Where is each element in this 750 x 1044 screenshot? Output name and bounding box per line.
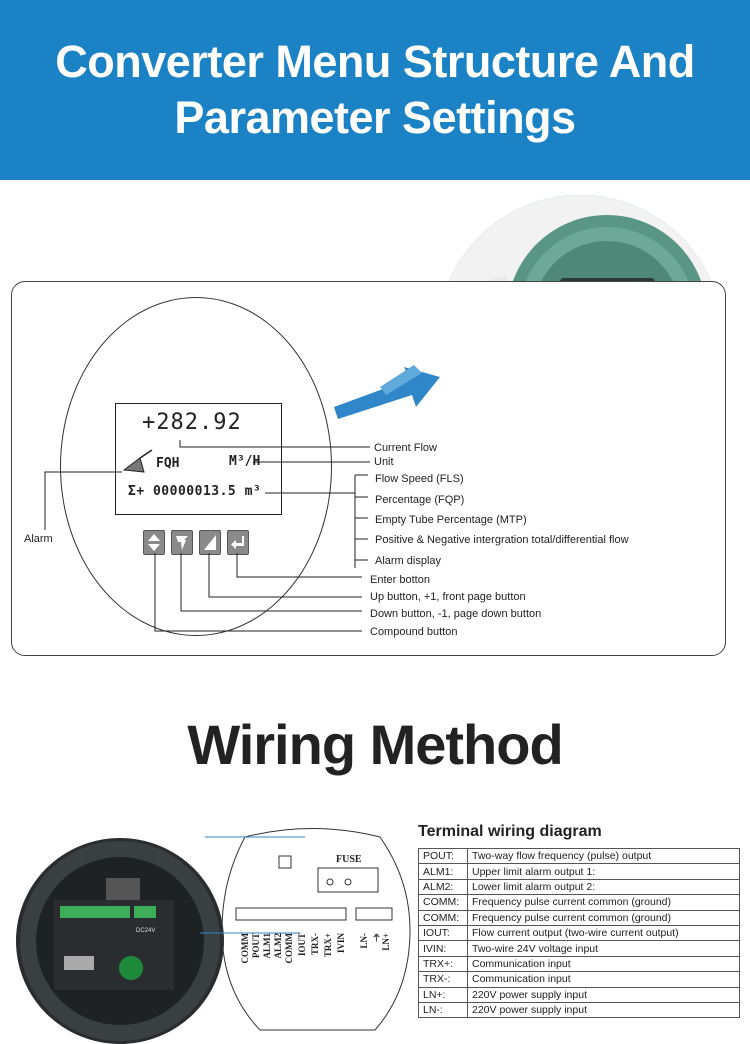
current-flow-label: Current Flow: [374, 442, 437, 454]
terminal-trx-minus: TRX-: [310, 933, 320, 955]
terminal-code: LN+:: [419, 987, 468, 1002]
table-row: [419, 925, 740, 940]
table-row: [419, 910, 740, 925]
terminal-description: Frequency pulse current common (ground): [468, 895, 740, 910]
table-row: [419, 864, 740, 879]
terminal-code: POUT:: [419, 849, 468, 864]
terminal-comm-2: COMM: [284, 933, 294, 964]
table-row: [419, 941, 740, 956]
terminal-description: Two-way flow frequency (pulse) output: [468, 849, 740, 864]
terminal-description: Lower limit alarm output 2:: [468, 879, 740, 894]
terminal-iout: IOUT: [297, 933, 307, 957]
terminal-table: [418, 848, 740, 1018]
terminal-code: ALM1:: [419, 864, 468, 879]
terminal-pout: POUT: [251, 933, 261, 959]
unit-label: Unit: [374, 456, 394, 468]
down-button-label: Down button, -1, page down button: [370, 608, 542, 620]
terminal-comm-1: COMM: [240, 933, 250, 964]
wiring-method-title: Wiring Method: [187, 713, 563, 776]
terminal-description: Upper limit alarm output 1:: [468, 864, 740, 879]
terminal-code: COMM:: [419, 895, 468, 910]
empty-tube-label: Empty Tube Percentage (MTP): [375, 514, 527, 526]
terminal-code: TRX-:: [419, 972, 468, 987]
terminal-description: Communication input: [468, 972, 740, 987]
table-row: [419, 956, 740, 971]
table-row: [419, 895, 740, 910]
terminal-ivin: IVIN: [336, 933, 346, 954]
terminal-alm2: ALM2: [273, 933, 283, 959]
terminal-description: Communication input: [468, 956, 740, 971]
terminal-trx-plus: TRX+: [323, 933, 333, 958]
terminal-code: IVIN:: [419, 941, 468, 956]
terminal-code: COMM:: [419, 910, 468, 925]
terminal-code: LN-:: [419, 1002, 468, 1017]
integration-label: Positive & Negative intergration total/differential flow: [375, 534, 629, 546]
banner-title-line1: Converter Menu Structure And: [55, 36, 695, 87]
alarm-label: Alarm: [24, 533, 53, 545]
percentage-label: Percentage (FQP): [375, 494, 465, 506]
terminal-description: Frequency pulse current common (ground): [468, 910, 740, 925]
flow-speed-label: Flow Speed (FLS): [375, 473, 464, 485]
table-row: [419, 849, 740, 864]
table-row: [419, 879, 740, 894]
banner-title-line2: Parameter Settings: [174, 92, 576, 143]
ground-icon: ⏚: [372, 933, 382, 942]
table-row: [419, 1002, 740, 1017]
terminal-diagram: [0, 820, 418, 1044]
current-flow-value: +282.92: [142, 410, 242, 435]
table-row: [419, 972, 740, 987]
table-row: [419, 987, 740, 1002]
board-voltage-label: DC24V: [136, 928, 156, 934]
alarm-display-label: Alarm display: [375, 555, 442, 567]
terminal-code: IOUT:: [419, 925, 468, 940]
flow-code: FQH: [156, 456, 180, 471]
terminal-description: Flow current output (two-wire current output): [468, 925, 740, 940]
terminal-ln-minus: LN-: [359, 933, 369, 949]
terminal-diagram-title: Terminal wiring diagram: [418, 823, 602, 840]
terminal-description: 220V power supply input: [468, 987, 740, 1002]
terminal-ln-plus: LN+: [381, 933, 391, 951]
up-button-label: Up button, +1, front page button: [370, 591, 526, 603]
terminal-code: TRX+:: [419, 956, 468, 971]
total-flow: Σ+ 00000013.5 m³: [128, 484, 262, 499]
terminal-code: ALM2:: [419, 879, 468, 894]
enter-button-label: Enter botton: [370, 574, 430, 586]
terminal-alm1: ALM1: [262, 933, 272, 959]
terminal-description: Two-wire 24V voltage input: [468, 941, 740, 956]
compound-button-label: Compound button: [370, 626, 458, 638]
fuse-label: FUSE: [336, 854, 362, 865]
flow-unit: M³/H: [229, 454, 261, 469]
terminal-description: 220V power supply input: [468, 1002, 740, 1017]
